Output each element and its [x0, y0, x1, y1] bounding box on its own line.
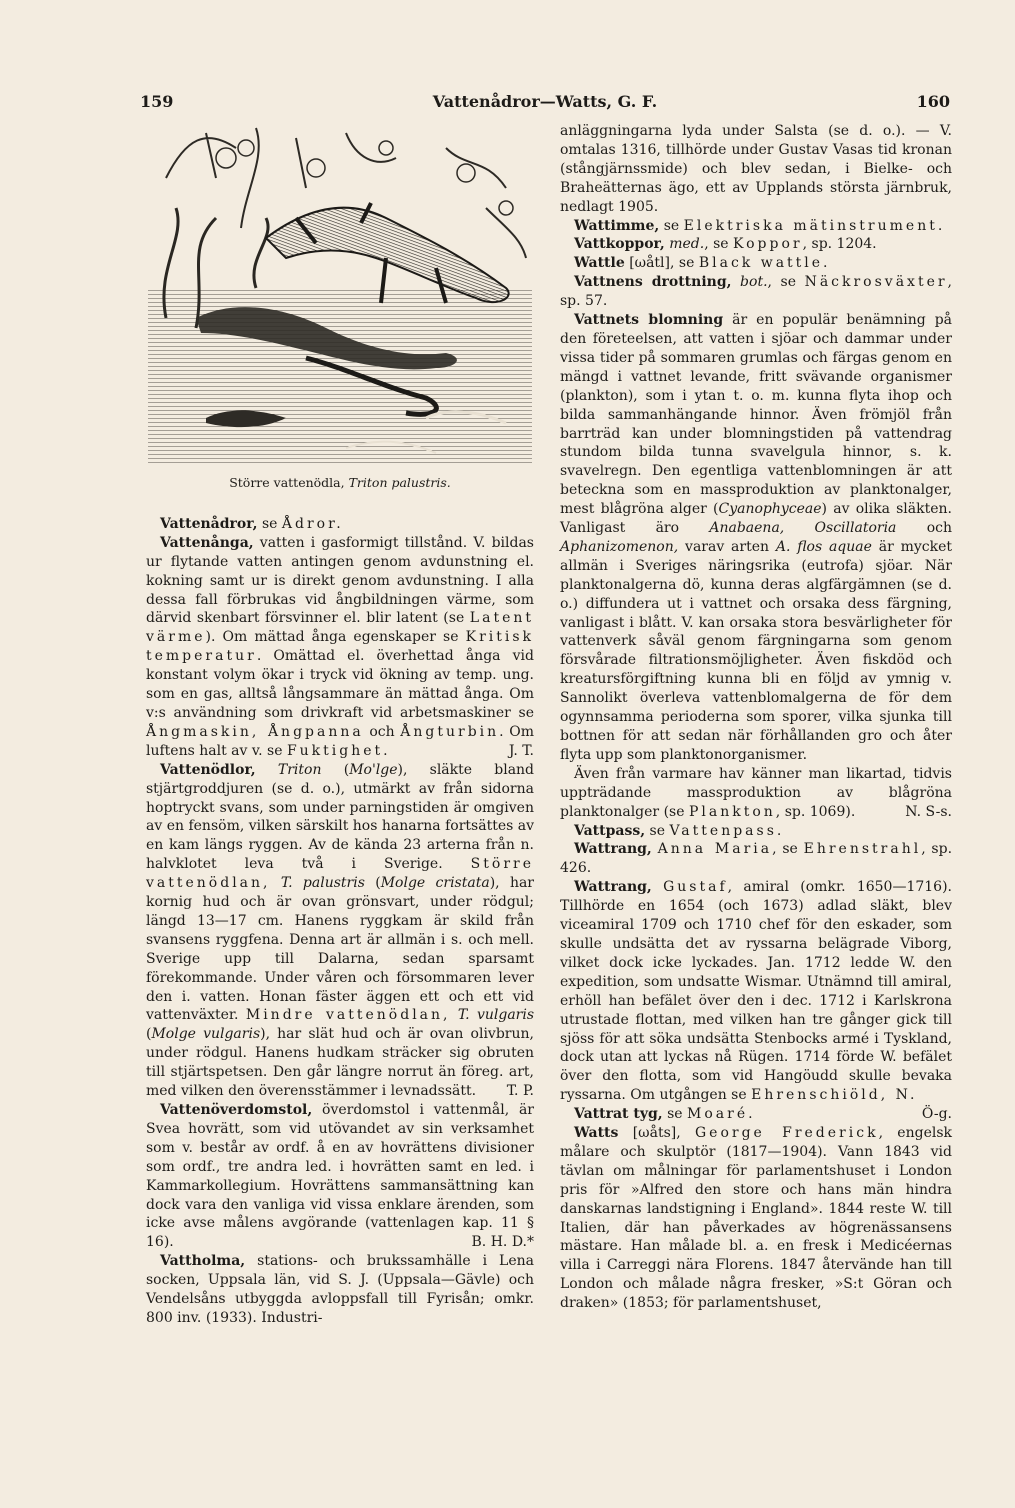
entry-text: varav arten — [685, 538, 770, 555]
entry-text: överdomstol i vattenmål, är Svea hovrätt, som vid utövandet av sin verksamhet som v. består av ordf. å en av hovrättens divisioner som ordf., tre andra led. i hovrätten samt en led. i Kammarkollegium. Hovrättens sammansättning kan dock vara den vanliga vid vissa enklare ärenden, som icke avse målens avgörande (vattenlagen kap. 11 § 16). — [146, 1102, 534, 1251]
entry-vattnens-drottning — [560, 273, 952, 311]
italic-text: bot. — [740, 274, 768, 291]
entry-text: . Omättad el. överhettad ånga vid konstant volym ökar i tryck vid ökning av temp. ung. som en gas, alltså långsammare än mättad ånga. Om v:s användning som drivkraft vid arbetsmaskiner se — [146, 648, 534, 721]
cross-ref: Plankton — [688, 803, 776, 820]
headword: Vattenådror, — [160, 515, 258, 532]
cross-ref: Moaré. — [687, 1106, 756, 1123]
entry-text: se — [663, 217, 680, 234]
entry-text: [ωåts], — [632, 1125, 681, 1142]
italic-text: A. flos aquae — [775, 538, 872, 555]
headword: Vattenöverdomstol, — [160, 1102, 313, 1118]
running-title: Vattenådror—Watts, G. F. — [432, 92, 658, 111]
entry-text: , sp. 426. — [560, 841, 953, 877]
italic-text: Cyanophyceae — [718, 501, 822, 518]
entry-text: och — [926, 520, 953, 537]
entry-text: är mycket allmän i Sveriges näringsrika (eutrofa) sjöar. När planktonalgerna dö, kunna deras algfärgämnen (se d. o.) diffundera ut i vattnet och orsaka dess färgning, vanligast i blått. V. kan orsaka stora besvärligheter för vattenverk såväl genom färgningarna som genom försvårade filtrationsmöjligheter. Även fiskdöd och kreatursförgiftning kunna bli en följd av ymnig v. Sannolikt överleva vattenblomalgerna de för dem ogynnsamma perioderna som sporer, vilka sjunka till bottnen för att sedan när förhållanden gro och åter flyta upp som planktonorganismer. — [560, 538, 953, 763]
entry-text: , sp. 1069). — [775, 803, 856, 820]
entry-text: ), har kornig hud och är ovan grönsvart, under rödgul; längd 13—17 cm. Hanens ryggkam är skild från svansens ryggfena. Denna art är allmän i s. och mell. Sverige upp till Dalarna, sedan sparsamt förekommande. Under våren och försommaren lever den i. vatten. Honan fäster äggen ett och ett vid vattenväxter. — [146, 875, 534, 1024]
entry-text: anläggningarna lyda under Salsta (se d. o.). — V. omtalas 1316, tillhörde under Gustav Vasas tid kronan (stångjärnssmide) och blev sedan, i Bielke- och Braheätternas ägo, ett av Upplands största järnbruk, nedlagt 1905. — [560, 123, 952, 215]
cross-ref: Ehrenschiöld, N. — [751, 1087, 918, 1104]
entry-vattrat-tyg — [560, 1105, 952, 1124]
entry-text: , engelsk målare och skulptör (1817—1904). Vann 1843 vid tävlan om målningar för parlamentshuset i London pris för »Alfred den store och hans män hindra danskarnas landstigning i England». 1844 reste W. till Italien, där han påverkades av högrenässansens mästare. Han målade bl. a. en fresk i Medicéernas villa i Carreggi nära Florens. 1847 återvände han till London och målade några fresker, »S:t Göran och draken» (1853; för parlamentshuset, — [560, 1125, 953, 1312]
cross-ref: Fuktighet — [286, 742, 384, 759]
page-number-right: 160 — [916, 92, 950, 111]
entry-wattle — [560, 254, 952, 273]
cross-ref: Ångmaskin, Ångpanna — [146, 723, 364, 740]
cross-ref: Anna Maria — [657, 841, 773, 858]
entry-text: ), släkte bland stjärtgroddjuren (se d. o.), utmärkt av från sidorna hoptryckt svans, som under parningstiden är omgiven av en fensöm, vilken särskilt hos hanarna fortsättes av en kam längs ryggen. Av de kända 23 arterna från n. halvklotet leva två i Sverige. — [146, 761, 535, 873]
cross-ref: Vattenpass. — [669, 822, 785, 839]
entry-vattholma — [146, 1252, 534, 1328]
entry-text: se — [261, 515, 278, 532]
headword: Vattkoppor, — [574, 236, 665, 253]
entry-wattimme — [560, 217, 952, 236]
italic-text: Triton — [277, 761, 322, 778]
entry-text: Även från varmare hav känner man likartad, tidvis uppträdande massproduktion av blågröna planktonalger (se — [560, 765, 952, 820]
entry-vattkoppor — [560, 235, 952, 254]
headword: Wattrang, — [574, 879, 652, 896]
entry-text: ), har slät hud och är ovan olivbrun, under rödgul. Hanens hudkam sträcker sig obruten till stjärtspetsen. Den går längre norrut än föreg. art, med vilken den överensstämmer i levnadssätt. — [146, 1026, 534, 1100]
author-signature: N. S-s. — [905, 803, 952, 820]
headword: Wattrang, — [574, 841, 652, 858]
entry-text: , sp. 57. — [560, 274, 952, 310]
headword: Vattenödlor, — [160, 761, 256, 778]
entry-text: ) av olika släkten. Vanligast äro — [560, 501, 952, 537]
headword: Vattpass, — [574, 822, 646, 839]
cross-ref: Ådror. — [281, 515, 344, 532]
entry-watts — [560, 1124, 952, 1313]
entry-text: ( — [375, 875, 381, 892]
author-signature: Ö-g. — [921, 1106, 952, 1123]
author-signature: B. H. D.* — [471, 1234, 534, 1251]
entry-vattenoverdomstol — [146, 1101, 534, 1252]
newt-engraving — [146, 118, 534, 468]
entry-text: . — [383, 742, 388, 759]
headword: Vattholma, — [160, 1253, 246, 1270]
headword: Vattrat tyg, — [574, 1106, 663, 1123]
author-signature: T. P. — [506, 1083, 534, 1100]
italic-text: Anabaena, Oscillatoria — [709, 520, 897, 537]
entry-text: [ωåtl], se — [629, 255, 695, 272]
cross-ref: Ehrenstrahl — [803, 841, 922, 858]
entry-vattnets-blomning-cont — [560, 765, 952, 822]
page-number-left: 159 — [140, 92, 174, 111]
headword: Wattimme, — [574, 217, 660, 234]
cross-ref: Black wattle. — [698, 255, 831, 272]
cross-ref: Ångturbin — [400, 723, 500, 740]
cross-ref: Kritisk temperatur — [146, 629, 535, 665]
entry-text: , sp. 1204. — [802, 236, 877, 253]
cross-ref: George Frederick — [694, 1125, 879, 1142]
entry-vattenadror — [146, 515, 534, 534]
entry-vattpass — [560, 822, 952, 841]
cross-ref: Större vattenödlan, — [146, 856, 534, 892]
figure-caption — [146, 474, 534, 493]
italic-text: Molge cristata — [380, 875, 490, 892]
entry-text: , amiral (omkr. 1650—1716). Tillhörde en 1654 (och 1673) adlad släkt, blev viceamiral 1709 och 1710 chef för den eskader, som skulle undsätta det av ryssarna belägrade Viborg, vilket dock icke lyckades. Jan. 1712 ledde W. den expedition, som undsatte Wismar. Utnämnd till amiral, erhöll han befälet över den i dec. 1712 i Karlskrona utrustade flottan, med vilken han tre gånger gick till sjöss för att söka undsätta Stenbocks armé i Tyskland, dock utan att lyckas nå Rügen. 1714 förde W. befälet över den flotta, som vid Hangöudd skulle bevaka ryssarna. Om utgången se — [560, 879, 953, 1104]
entry-vattholma-continued — [560, 122, 952, 217]
entry-text: ). Om mättad ånga egenskaper se — [205, 629, 459, 646]
entry-text: och — [369, 723, 395, 740]
entry-text: ( — [146, 1026, 152, 1043]
left-column — [146, 118, 534, 1328]
entry-vattenanga — [146, 534, 534, 761]
entry-text: vatten i gasformigt tillstånd. V. bildas ur flytande vatten antingen genom avdunstning el. kokning samt ur is direkt genom avdunstning. I alla dessa fall förbrukas vid ångbildningen värme, som därvid skenbart försvinner el. blir latent (se — [146, 534, 534, 627]
cross-ref: Koppor — [733, 236, 803, 253]
headword: Wattle — [574, 255, 625, 272]
entry-text: . Om luftens halt av v. se — [146, 723, 534, 759]
entry-text: , se — [704, 236, 729, 253]
headword: Vattnets blomning — [574, 312, 724, 329]
cross-ref: Näckrosväxter — [804, 274, 948, 291]
right-column — [560, 122, 952, 1313]
italic-text: Molge vulgaris — [151, 1026, 261, 1043]
entry-text: se — [649, 822, 666, 839]
headword: Watts — [574, 1125, 619, 1142]
entry-text: stations- och brukssamhälle i Lena socken, Uppsala län, vid S. J. (Uppsala—Gävle) och Vendelsåns utbyggda avloppsfall till Fyrisån; omkr. 800 inv. (1933). Industri- — [146, 1253, 534, 1326]
cross-ref: Gustaf — [663, 879, 728, 896]
italic-text: Aphanizomenon, — [560, 538, 679, 555]
entry-wattrang-anna — [560, 840, 952, 878]
italic-text: Mo'lge — [349, 761, 398, 778]
headword: Vattenånga, — [160, 534, 254, 551]
cross-ref: Mindre vattenödlan, — [245, 1007, 451, 1024]
caption-italic: Triton palustris. — [348, 475, 451, 490]
cross-ref: Elektriska mätinstrument. — [683, 217, 946, 234]
entry-text: är en populär benämning på den företeelsen, att vatten i sjöar och dammar under vissa tider på sommaren grumlas och färgas genom en mängd i vattnet levande, fritt svävande organismer (plankton), som i ytan t. o. m. kunna flyta ihop och bilda sammanhängande hinnor. Även frömjöl från barrträd kan under blomningstiden på vattendrag stundom bilda tunna svavelgula hinnor, s. k. svavelregn. Den egentliga vattenblomningen är att beteckna som en massproduktion av planktonalger, mest blågröna alger ( — [560, 312, 952, 518]
author-signature: J. T. — [508, 742, 534, 759]
entry-text: , se — [772, 841, 798, 858]
entry-text: se — [667, 1106, 683, 1123]
cross-ref: Latent värme — [146, 610, 534, 646]
entry-vattnets-blomning — [560, 311, 952, 765]
italic-text: T. vulgaris — [457, 1007, 535, 1024]
italic-text: T. palustris — [280, 875, 365, 892]
italic-text: med. — [669, 236, 705, 253]
newt-illustration — [146, 118, 534, 468]
page-header — [140, 92, 950, 116]
caption-prefix: Större vattenödla, — [229, 475, 345, 490]
entry-vattenodlor — [146, 761, 534, 1101]
entry-text: , se — [767, 274, 796, 291]
headword: Vattnens drottning, — [574, 274, 732, 291]
entry-text: ( — [343, 761, 350, 778]
